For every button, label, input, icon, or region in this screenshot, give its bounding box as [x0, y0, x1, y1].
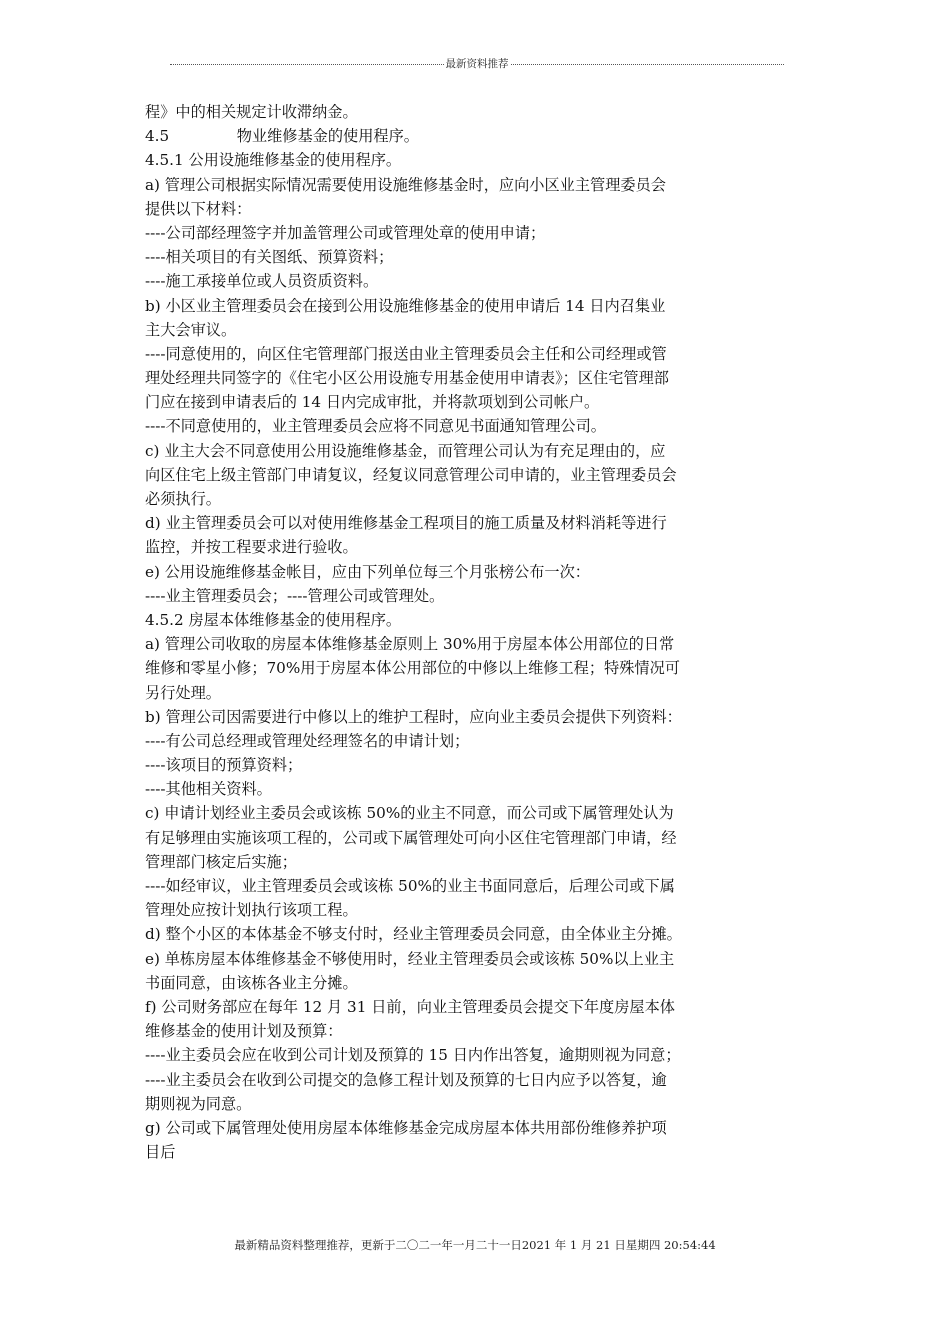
text-line: c) 申请计划经业主委员会或该栋 50%的业主不同意，而公司或下属管理处认为 — [145, 804, 674, 823]
text-line: d) 业主管理委员会可以对使用维修基金工程项目的施工质量及材料消耗等进行 — [145, 514, 667, 533]
text-line: 提供以下材料： — [145, 199, 252, 218]
text-line: 目后 — [145, 1143, 176, 1162]
text-line: b) 管理公司因需要进行中修以上的维护工程时，应向业主委员会提供下列资料： — [145, 707, 682, 726]
text-line: 主大会审议。 — [145, 320, 237, 339]
document-body — [145, 100, 817, 1164]
text-line: ----不同意使用的，业主管理委员会应将不同意见书面通知管理公司。 — [145, 417, 606, 436]
text-line: 另行处理。 — [145, 683, 221, 702]
text-line: ----业主委员会在收到公司提交的急修工程计划及预算的七日内应予以答复，逾 — [145, 1070, 667, 1089]
text-line: b) 小区业主管理委员会在接到公用设施维修基金的使用申请后 14 日内召集业 — [145, 296, 666, 315]
text-line: 监控，并按工程要求进行验收。 — [145, 538, 358, 557]
text-line: ----有公司总经理或管理处经理签名的申请计划； — [145, 731, 470, 750]
text-line: ----其他相关资料。 — [145, 780, 272, 799]
text-line: e) 公用设施维修基金帐目，应由下列单位每三个月张榜公布一次： — [145, 562, 590, 581]
text-line: e) 单栋房屋本体维修基金不够使用时，经业主管理委员会或该栋 50%以上业主 — [145, 949, 675, 968]
page-footer: 最新精品资料整理推荐，更新于二〇二一年一月二十一日2021 年 1 月 21 日星期四 20:54:44 — [234, 1238, 716, 1252]
text-line: ----公司部经理签字并加盖管理公司或管理处章的使用申请； — [145, 223, 546, 242]
text-line: ----相关项目的有关图纸、预算资料； — [145, 248, 394, 267]
text-line: ----该项目的预算资料； — [145, 756, 303, 775]
text-line: f) 公司财务部应在每年 12 月 31 日前，向业主管理委员会提交下年度房屋本体 — [145, 997, 675, 1016]
text-line: 4.5.1 公用设施维修基金的使用程序。 — [145, 151, 402, 170]
text-line: 向区住宅上级主管部门申请复议，经复议同意管理公司申请的，业主管理委员会 — [145, 465, 677, 484]
text-line: d) 整个小区的本体基金不够支付时，经业主管理委员会同意，由全体业主分摊。 — [145, 925, 682, 944]
text-line: 期则视为同意。 — [145, 1094, 252, 1113]
text-line: 必须执行。 — [145, 490, 221, 508]
text-line: 维修基金的使用计划及预算： — [145, 1022, 343, 1041]
text-line: 程》中的相关规定计收滞纳金。 — [145, 103, 358, 121]
header-title: 最新资料推荐 — [445, 57, 509, 70]
text-line: c) 业主大会不同意使用公用设施维修基金，而管理公司认为有充足理由的，应 — [145, 441, 666, 460]
text-line: ----施工承接单位或人员资质资料。 — [145, 272, 379, 291]
text-line: 维修和零星小修；70%用于房屋本体公用部位的中修以上维修工程；特殊情况可 — [145, 659, 680, 678]
text-line: 管理部门核定后实施； — [145, 852, 297, 871]
text-line: 有足够理由实施该项工程的，公司或下属管理处可向小区住宅管理部门申请，经 — [145, 828, 677, 847]
text-line: 门应在接到申请表后的 14 日内完成审批，并将款项划到公司帐户。 — [145, 393, 600, 412]
page-header — [170, 54, 784, 72]
text-line: a) 管理公司根据实际情况需要使用设施维修基金时，应向小区业主管理委员会 — [145, 175, 666, 194]
text-line: ----同意使用的，向区住宅管理部门报送由业主管理委员会主任和公司经理或管 — [145, 344, 667, 363]
text-line: 4.5 物业维修基金的使用程序。 — [145, 127, 419, 146]
header-dotted-rule-right — [511, 64, 785, 65]
text-line: 书面同意，由该栋各业主分摊。 — [145, 973, 358, 992]
text-line: ----业主委员会应在收到公司计划及预算的 15 日内作出答复，逾期则视为同意； — [145, 1046, 681, 1065]
text-line: ----业主管理委员会；----管理公司或管理处。 — [145, 586, 445, 605]
header-dotted-rule-left — [170, 64, 444, 65]
text-line: 理处经理共同签字的《住宅小区公用设施专用基金使用申请表》；区住宅管理部 — [145, 369, 669, 388]
text-line: g) 公司或下属管理处使用房屋本体维修基金完成房屋本体共用部份维修养护项 — [145, 1118, 667, 1137]
text-line: 4.5.2 房屋本体维修基金的使用程序。 — [145, 610, 402, 629]
text-line: ----如经审议，业主管理委员会或该栋 50%的业主书面同意后，后理公司或下属 — [145, 877, 675, 895]
text-line: a) 管理公司收取的房屋本体维修基金原则上 30%用于房屋本体公用部位的日常 — [145, 635, 675, 654]
text-line: 管理处应按计划执行该项工程。 — [145, 901, 358, 920]
